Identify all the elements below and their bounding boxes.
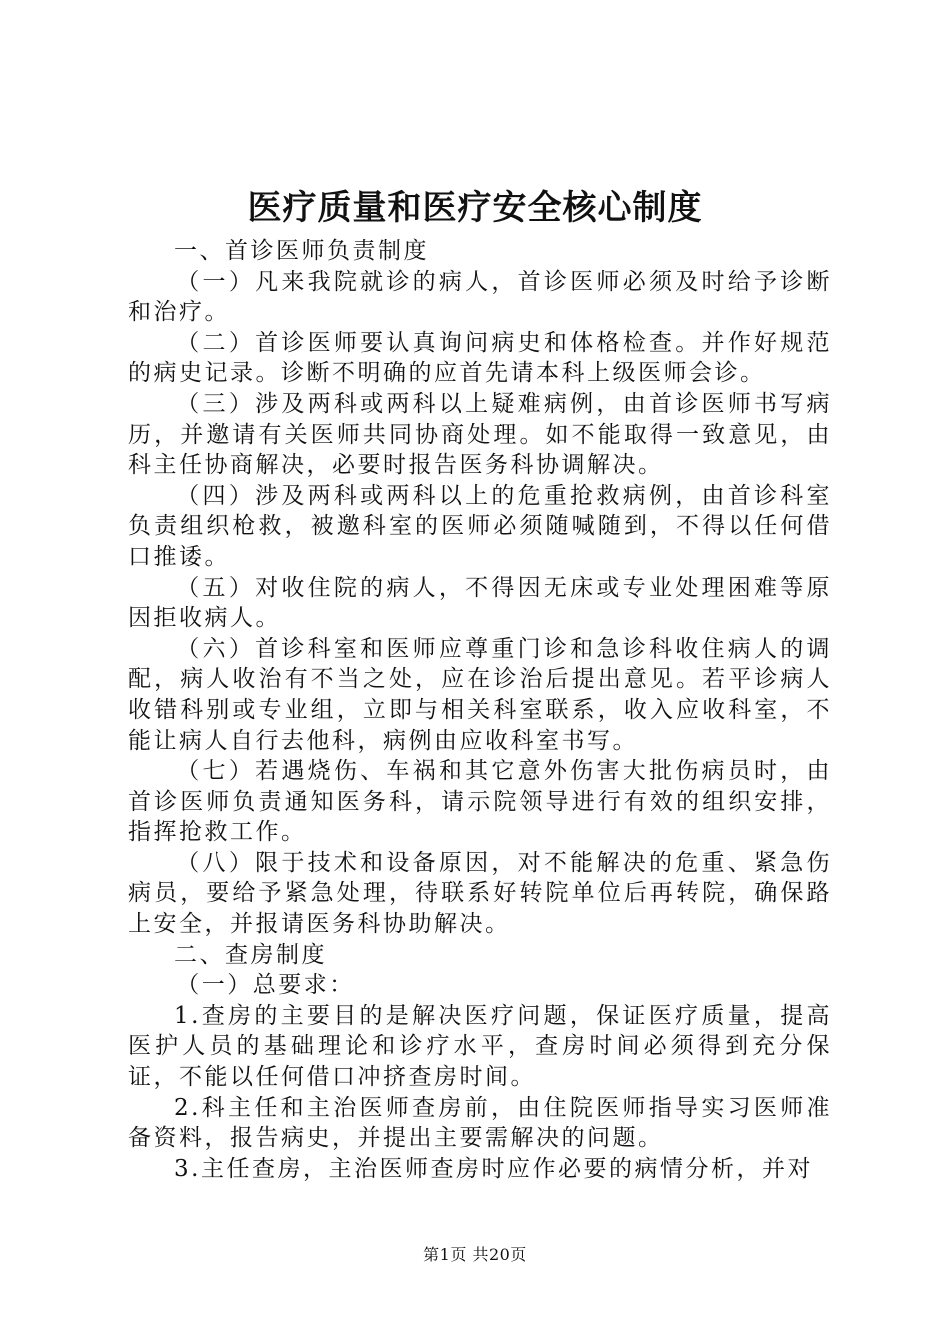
subsection-heading: （一）总要求： xyxy=(176,972,355,999)
document-title: 医疗质量和医疗安全核心制度 xyxy=(247,188,703,228)
paragraph: （八）限于技术和设备原因，对不能解决的危重、紧急伤病员，要给予紧急处理，待联系好转院单位后再转院，确保路上安全，并报请医务科协助解决。 xyxy=(128,849,832,938)
section-heading: 二、查房制度 xyxy=(174,941,327,968)
paragraph: （七）若遇烧伤、车祸和其它意外伤害大批伤病员时，由首诊医师负责通知医务科，请示院领导进行有效的组织安排，指挥抢救工作。 xyxy=(128,758,832,846)
paragraph: （六）首诊科室和医师应尊重门诊和急诊科收住病人的调配，病人收治有不当之处，应在诊治后提出意见。若平诊病人收错科别或专业组，立即与相关科室联系，收入应收科室，不能让病人自行去他科，病例由应收科室书写。 xyxy=(128,635,832,754)
section-heading: 一、首诊医师负责制度 xyxy=(174,238,429,264)
paragraph: （四）涉及两科或两科以上的危重抢救病例，由首诊科室负责组织枪救，被邀科室的医师必须随喊随到，不得以任何借口推诿。 xyxy=(128,482,832,570)
paragraph: （二）首诊医师要认真询问病史和体格检查。并作好规范的病史记录。诊断不明确的应首先请本科上级医师会诊。 xyxy=(128,329,832,387)
page-number-footer: 第1页 共20页 xyxy=(423,1245,527,1264)
document-body xyxy=(128,236,832,1184)
paragraph: （五）对收住院的病人，不得因无床或专业处理困难等原因拒收病人。 xyxy=(128,574,832,632)
paragraph: （一）凡来我院就诊的病人，首诊医师必须及时给予诊断和治疗。 xyxy=(128,268,832,326)
paragraph: （三）涉及两科或两科以上疑难病例，由首诊医师书写病历，并邀请有关医师共同协商处理。如不能取得一致意见，由科主任协商解决，必要时报告医务科协调解决。 xyxy=(128,390,832,479)
paragraph: 1.查房的主要目的是解决医疗问题，保证医疗质量，提高医护人员的基础理论和诊疗水平，查房时间必须得到充分保证，不能以任何借口冲挤查房时间。 xyxy=(128,1002,832,1091)
paragraph: 3.主任查房，主治医师查房时应作必要的病情分析，并对 xyxy=(174,1155,813,1182)
paragraph: 2.科主任和主治医师查房前，由住院医师指导实习医师准备资料，报告病史，并提出主要需解决的问题。 xyxy=(128,1094,832,1152)
